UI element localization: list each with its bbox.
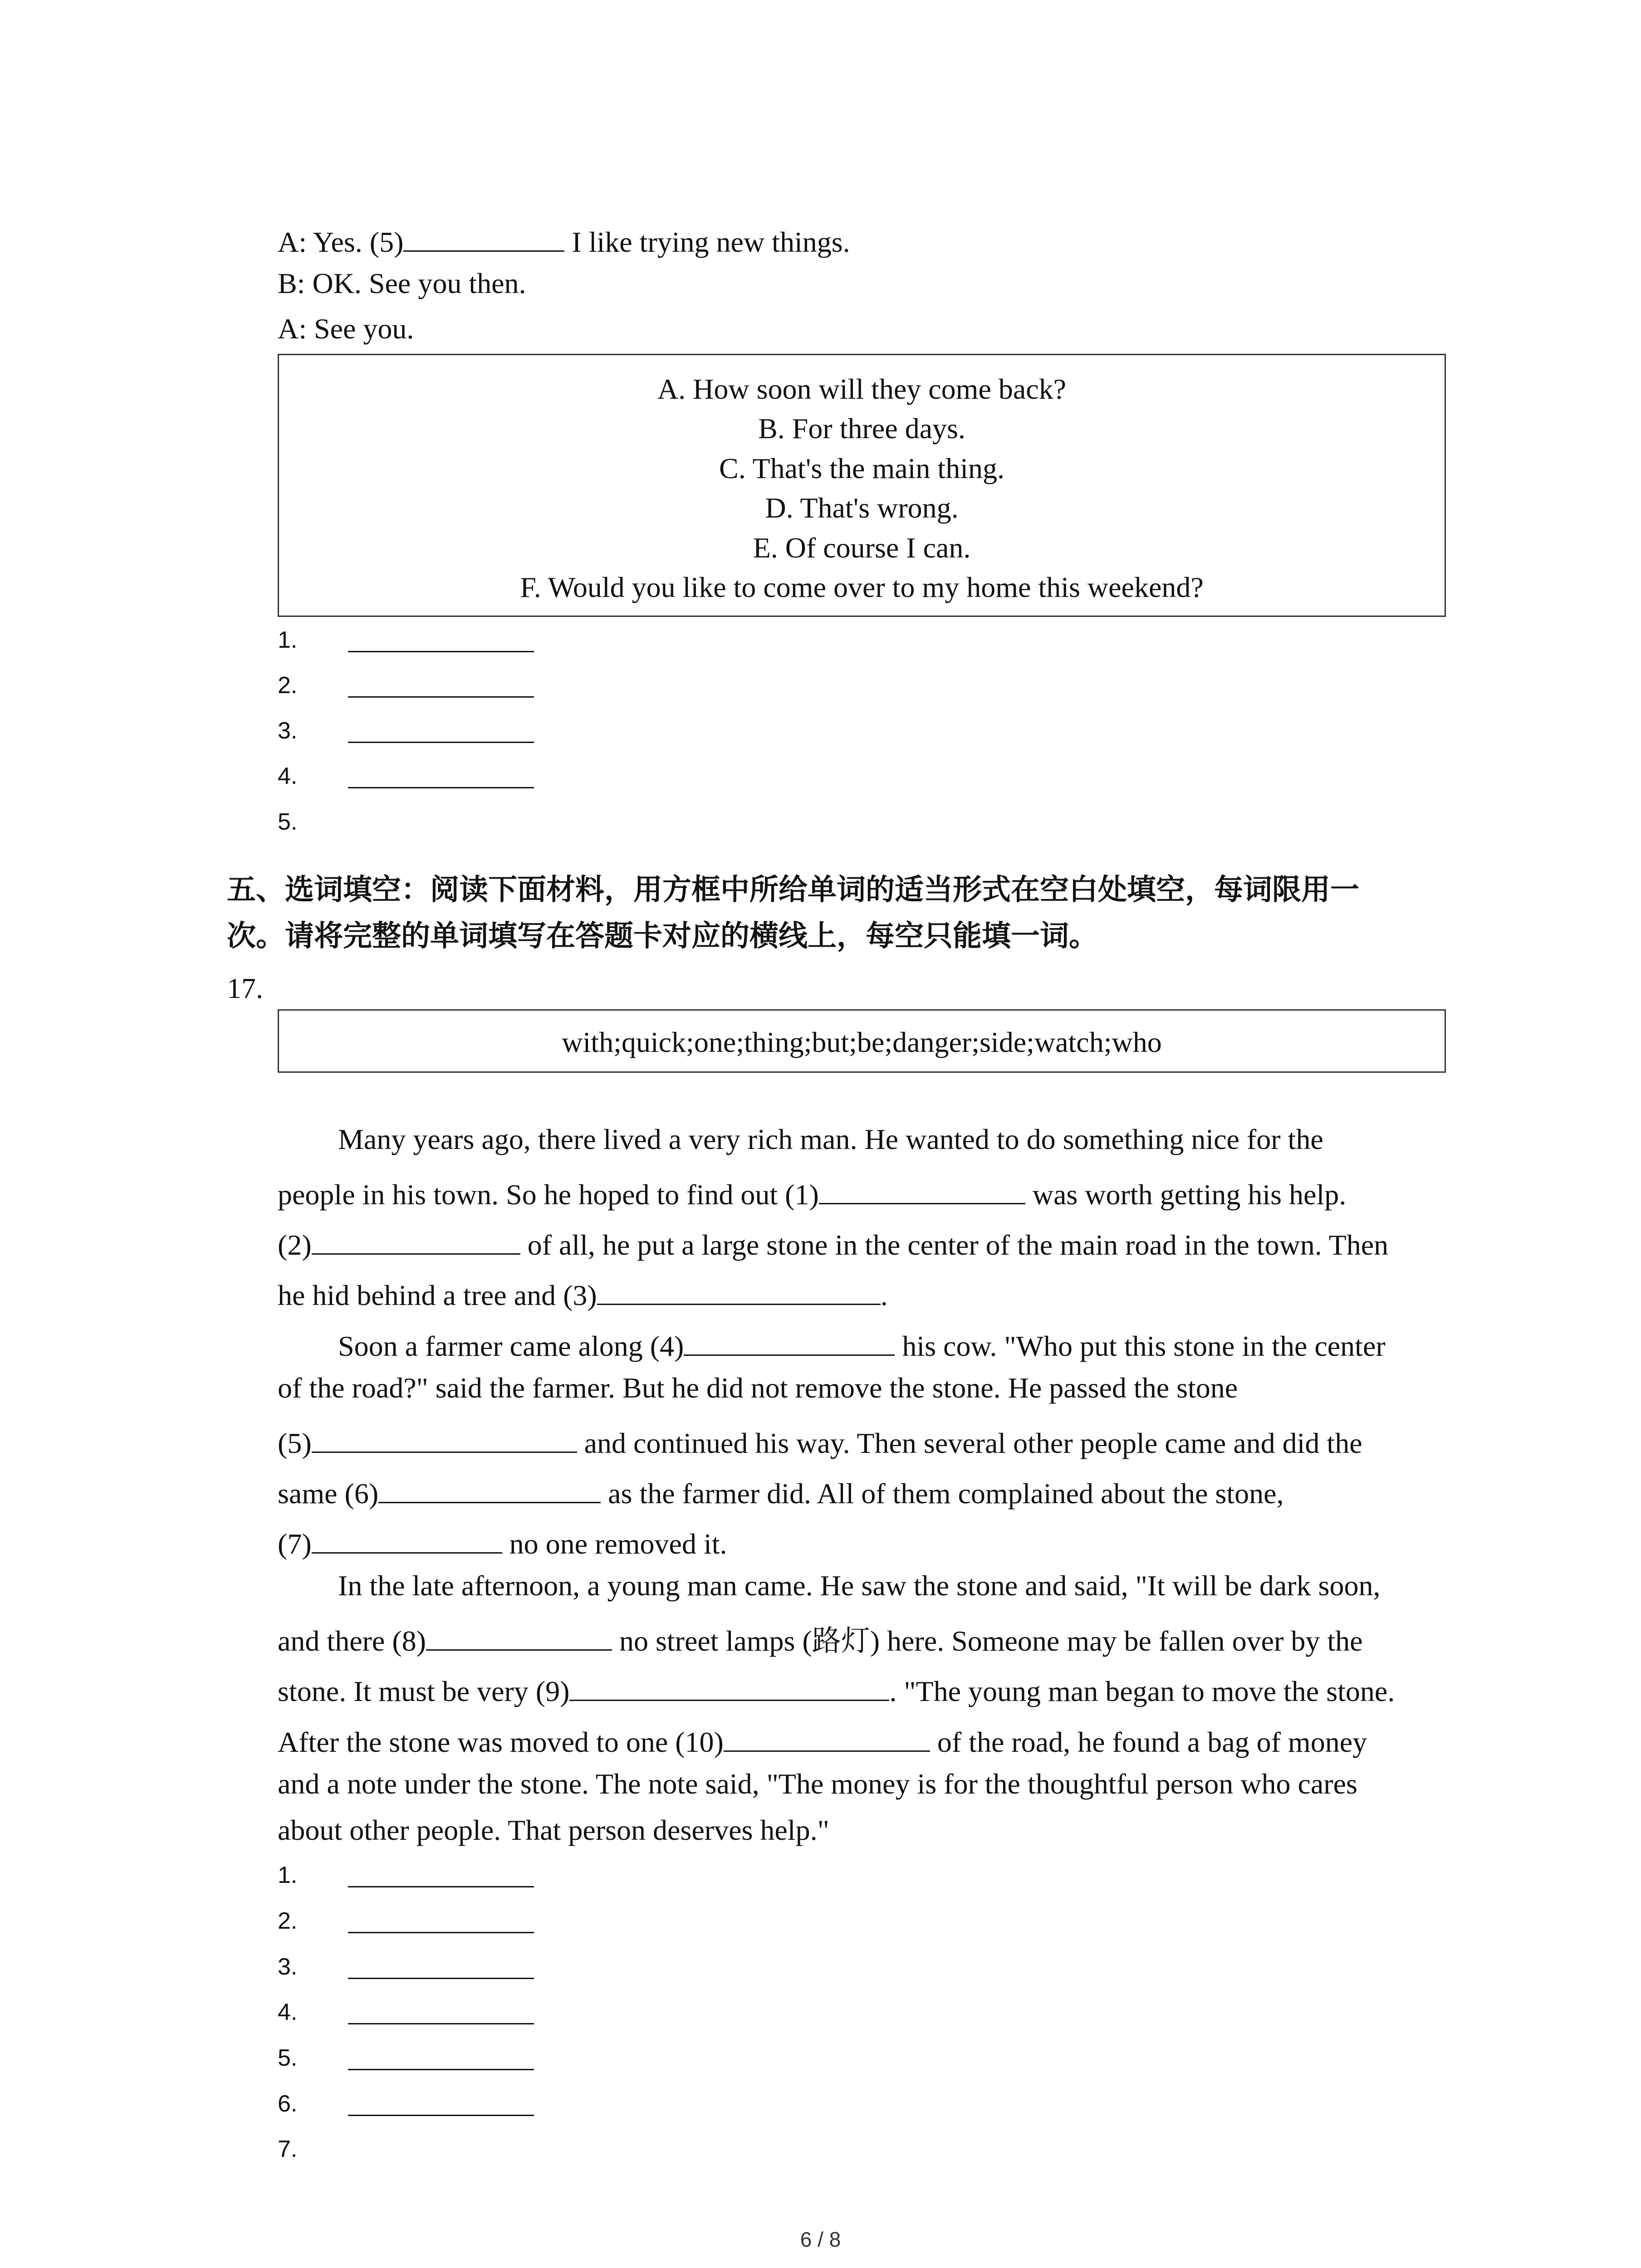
passage-line — [278, 1327, 1386, 1361]
blank-9[interactable] — [569, 1672, 889, 1701]
answer-number: 4. — [278, 763, 298, 789]
passage-text: stone. It must be very (9) — [278, 1675, 570, 1707]
answer-blank[interactable] — [403, 223, 564, 252]
passage-line: and a note under the stone. The note said, "The money is for the thoughtful person who cares — [278, 1768, 1357, 1800]
answer-line[interactable] — [348, 651, 534, 652]
passage-text: no one removed it. — [502, 1528, 727, 1560]
section-heading-cont: 次。请将完整的单词填写在答题卡对应的横线上，每空只能填一词。 — [227, 919, 1098, 953]
passage-text: . "The young man began to move the stone. — [889, 1675, 1395, 1707]
passage-text: and continued his way. Then several other people came and did the — [577, 1427, 1362, 1459]
blank-3[interactable] — [597, 1276, 881, 1305]
blank-5[interactable] — [312, 1424, 577, 1453]
blank-7[interactable] — [312, 1525, 502, 1554]
passage-text: no street lamps (路灯) here. Someone may be fallen over by the — [612, 1625, 1363, 1657]
passage-text: (2) — [278, 1229, 312, 1261]
option-f: F. Would you like to come over to my home this weekend? — [520, 571, 1204, 603]
passage-line — [278, 1176, 1346, 1209]
passage-text: people in his town. So he hoped to find out (1) — [278, 1178, 819, 1211]
answer-line[interactable] — [348, 696, 534, 698]
passage-line: In the late afternoon, a young man came. He saw the stone and said, "It will be dark soon, — [338, 1569, 1381, 1602]
answer-line[interactable] — [348, 1932, 534, 1933]
answer-number: 4. — [278, 1999, 298, 2025]
options-box — [278, 354, 1446, 617]
page-number: 6 / 8 — [800, 2228, 841, 2251]
option-b: B. For three days. — [758, 412, 965, 445]
answer-number: 5. — [278, 2045, 298, 2071]
dialogue-line-2: B: OK. See you then. — [278, 267, 526, 299]
answer-number: 7. — [278, 2136, 298, 2162]
passage-line — [278, 1475, 1284, 1508]
passage-line — [278, 1226, 1388, 1260]
passage-line — [278, 1424, 1362, 1458]
passage-text: was worth getting his help. — [1025, 1178, 1347, 1211]
passage-text: (5) — [278, 1427, 312, 1459]
passage-text: as the farmer did. All of them complained about the stone, — [601, 1477, 1284, 1510]
passage-text: same (6) — [278, 1477, 379, 1510]
answer-number: 6. — [278, 2091, 298, 2117]
passage-line: Many years ago, there lived a very rich man. He wanted to do something nice for the — [338, 1123, 1323, 1155]
passage-line — [278, 1723, 1367, 1757]
answer-number: 2. — [278, 672, 298, 699]
answer-number: 3. — [278, 1954, 298, 1980]
passage-text: After the stone was moved to one (10) — [278, 1726, 724, 1758]
dialogue-line-3: A: See you. — [278, 313, 414, 345]
blank-2[interactable] — [312, 1226, 520, 1255]
blank-10[interactable] — [724, 1723, 930, 1752]
answer-line[interactable] — [348, 2069, 534, 2070]
passage-text: Soon a farmer came along (4) — [338, 1330, 684, 1362]
answer-line[interactable] — [348, 1886, 534, 1887]
passage-text: . — [880, 1279, 888, 1311]
passage-text: of all, he put a large stone in the center of the main road in the town. Then — [520, 1229, 1389, 1261]
blank-1[interactable] — [819, 1176, 1025, 1204]
answer-number: 3. — [278, 718, 298, 744]
passage-text: of the road, he found a bag of money — [930, 1726, 1367, 1758]
passage-line — [278, 1672, 1395, 1706]
section-heading: 五、选词填空：阅读下面材料，用方框中所给单词的适当形式在空白处填空，每词限用一 — [227, 873, 1359, 907]
option-c: C. That's the main thing. — [719, 452, 1004, 484]
word-box — [278, 1009, 1446, 1073]
option-d: D. That's wrong. — [765, 492, 959, 524]
answer-line[interactable] — [348, 1978, 534, 1979]
blank-6[interactable] — [378, 1475, 601, 1503]
dialogue-line-1 — [278, 223, 850, 257]
passage-text: he hid behind a tree and (3) — [278, 1279, 597, 1311]
blank-4[interactable] — [684, 1327, 895, 1356]
answer-number: 1. — [278, 1862, 298, 1888]
question-number: 17. — [227, 972, 263, 1004]
blank-8[interactable] — [426, 1622, 612, 1651]
answer-line[interactable] — [348, 742, 534, 743]
dialogue-text: I like trying new things. — [564, 226, 850, 258]
dialogue-text: A: Yes. (5) — [278, 226, 404, 258]
passage-text: his cow. "Who put this stone in the center — [895, 1330, 1386, 1362]
passage-line: of the road?" said the farmer. But he did not remove the stone. He passed the stone — [278, 1372, 1238, 1404]
answer-line[interactable] — [348, 2115, 534, 2116]
option-e: E. Of course I can. — [753, 532, 971, 564]
answer-number: 1. — [278, 627, 298, 653]
passage-text: and there (8) — [278, 1625, 426, 1657]
word-list: with;quick;one;thing;but;be;danger;side;watch;who — [562, 1026, 1162, 1058]
answer-line[interactable] — [348, 787, 534, 788]
passage-line: about other people. That person deserves help." — [278, 1814, 829, 1846]
option-a: A. How soon will they come back? — [657, 373, 1067, 405]
passage-line — [278, 1525, 727, 1559]
passage-line — [278, 1622, 1363, 1656]
answer-number: 5. — [278, 809, 298, 835]
answer-line[interactable] — [348, 2023, 534, 2024]
passage-line — [278, 1276, 888, 1310]
answer-number: 2. — [278, 1908, 298, 1934]
passage-text: (7) — [278, 1528, 312, 1560]
